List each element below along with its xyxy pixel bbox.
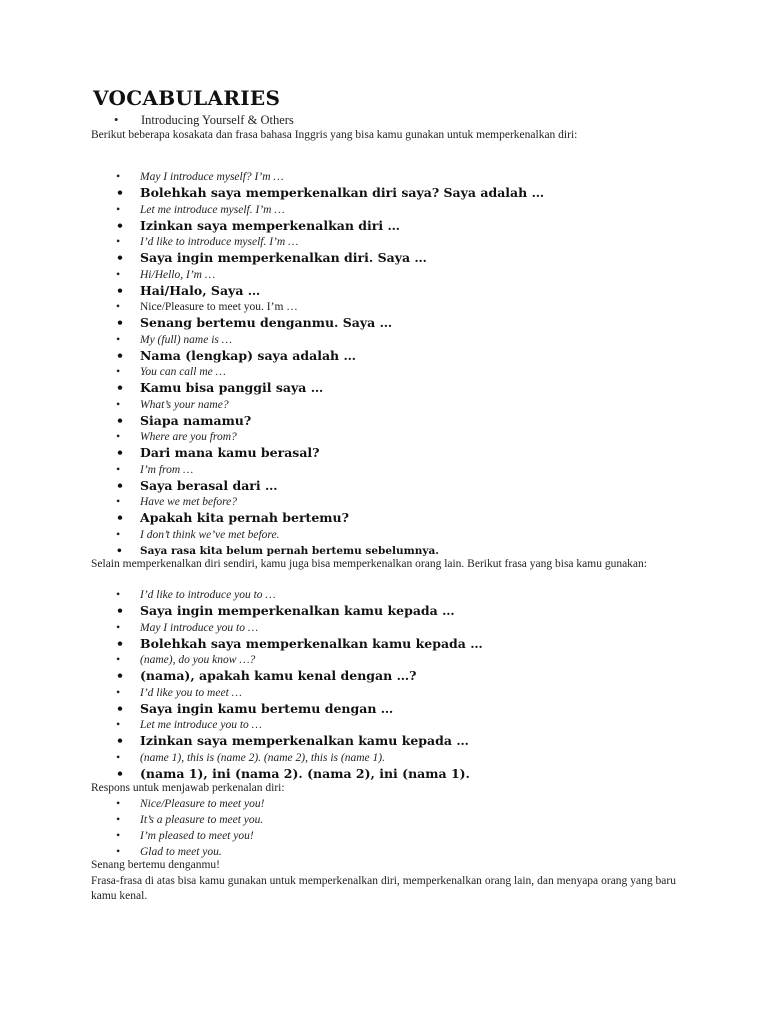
indonesian-phrase-item: • Izinkan saya memperkenalkan kamu kepada … — [117, 733, 483, 750]
english-phrase-item: • Let me introduce myself. I’m … — [117, 202, 544, 218]
closing-phrase: Senang bertemu denganmu! — [91, 859, 221, 871]
english-phrase-item: • Let me introduce you to … — [117, 717, 483, 733]
indonesian-phrase-item: • Saya ingin memperkenalkan diri. Saya … — [117, 250, 544, 267]
english-phrase-item: • It’s a pleasure to meet you. — [117, 812, 264, 828]
introduce-others-phrase-list — [117, 587, 483, 782]
subheading — [117, 113, 294, 128]
indonesian-phrase-item: • Bolehkah saya memperkenalkan kamu kepada … — [117, 636, 483, 653]
english-phrase-item: • I’m pleased to meet you! — [117, 828, 264, 844]
indonesian-phrase-item: • Saya rasa kita belum pernah bertemu sebelumnya. — [117, 543, 544, 560]
english-phrase-item: • I’m from … — [117, 462, 544, 478]
indonesian-phrase-item: • Senang bertemu denganmu. Saya … — [117, 315, 544, 332]
indonesian-phrase-item: • Apakah kita pernah bertemu? — [117, 510, 544, 527]
english-phrase-item: • My (full) name is … — [117, 332, 544, 348]
english-phrase-item: • May I introduce myself? I’m … — [117, 169, 544, 185]
page-title: VOCABULARIES — [93, 86, 281, 110]
introduce-others-paragraph: Selain memperkenalkan diri sendiri, kamu juga bisa memperkenalkan orang lain. Berikut frasa yang bisa kamu gunakan: — [91, 558, 647, 570]
indonesian-phrase-item: • Siapa namamu? — [117, 413, 544, 430]
english-phrase-item: • Where are you from? — [117, 429, 544, 445]
indonesian-phrase-item: • Izinkan saya memperkenalkan diri … — [117, 218, 544, 235]
indonesian-phrase-item: • Dari mana kamu berasal? — [117, 445, 544, 462]
english-phrase-item: • Have we met before? — [117, 494, 544, 510]
subheading-text: Introducing Yourself & Others — [141, 113, 294, 127]
indonesian-phrase-item: • Saya ingin kamu bertemu dengan … — [117, 701, 483, 718]
closing-paragraph: Frasa-frasa di atas bisa kamu gunakan untuk memperkenalkan diri, memperkenalkan orang lain, dan menyapa orang yang baru kamu kenal. — [91, 875, 676, 902]
indonesian-phrase-item: • Saya berasal dari … — [117, 478, 544, 495]
indonesian-phrase-item: • (nama), apakah kamu kenal dengan …? — [117, 668, 483, 685]
english-phrase-item: • You can call me … — [117, 364, 544, 380]
english-phrase-item: • I’d like you to meet … — [117, 685, 483, 701]
indonesian-phrase-item: • (nama 1), ini (nama 2). (nama 2), ini (nama 1). — [117, 766, 483, 783]
english-phrase-item: • May I introduce you to … — [117, 620, 483, 636]
english-phrase-item: • I’d like to introduce myself. I’m … — [117, 234, 544, 250]
indonesian-phrase-item: • Bolehkah saya memperkenalkan diri saya? Saya adalah … — [117, 185, 544, 202]
indonesian-phrase-item: • Hai/Halo, Saya … — [117, 283, 544, 300]
intro-paragraph: Berikut beberapa kosakata dan frasa bahasa Inggris yang bisa kamu gunakan untuk memperkenalkan diri: — [91, 129, 578, 141]
english-phrase-item: • Glad to meet you. — [117, 844, 264, 860]
indonesian-phrase-item: • Kamu bisa panggil saya … — [117, 380, 544, 397]
responses-paragraph: Respons untuk menjawab perkenalan diri: — [91, 782, 285, 794]
indonesian-phrase-item: • Nama (lengkap) saya adalah … — [117, 348, 544, 365]
english-phrase-item: • (name), do you know …? — [117, 652, 483, 668]
english-phrase-item: • Nice/Pleasure to meet you. I’m … — [117, 299, 544, 315]
self-introduction-phrase-list — [117, 169, 544, 559]
english-phrase-item: • Nice/Pleasure to meet you! — [117, 796, 264, 812]
indonesian-phrase-item: • Saya ingin memperkenalkan kamu kepada … — [117, 603, 483, 620]
english-phrase-item: • I’d like to introduce you to … — [117, 587, 483, 603]
english-phrase-item: • (name 1), this is (name 2). (name 2), this is (name 1). — [117, 750, 483, 766]
english-phrase-item: • What’s your name? — [117, 397, 544, 413]
response-phrase-list — [117, 796, 264, 860]
english-phrase-item: • I don’t think we’ve met before. — [117, 527, 544, 543]
english-phrase-item: • Hi/Hello, I’m … — [117, 267, 544, 283]
